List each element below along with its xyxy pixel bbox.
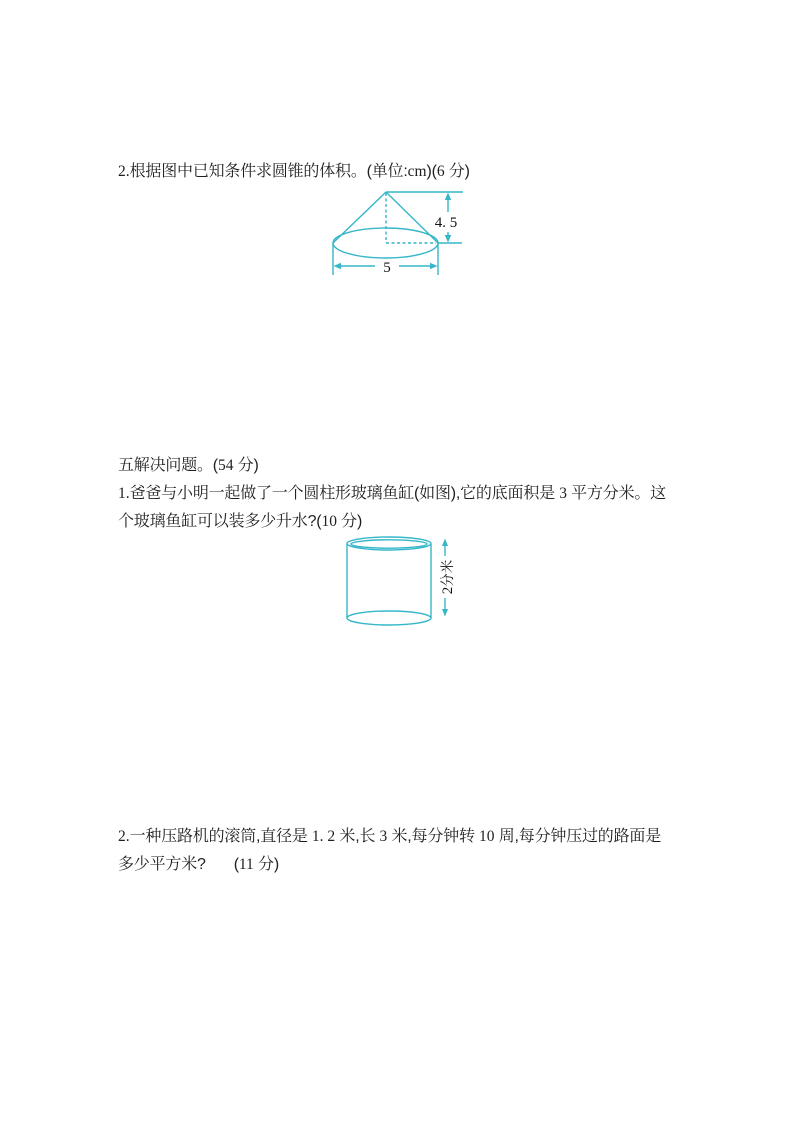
- arrow-up-icon: [445, 193, 451, 201]
- fish-tank-question-line2: [118, 511, 362, 532]
- question-text: )(: [426, 163, 437, 180]
- arrow-left-icon: [334, 263, 342, 269]
- area-value: 3: [559, 485, 567, 502]
- question-text: 平方分米。这: [566, 485, 666, 502]
- question-text: 周,每分钟压过的路面是: [494, 828, 662, 845]
- length-value: 3: [379, 828, 388, 845]
- section-five-heading: [118, 455, 259, 476]
- roller-question-line1: [118, 826, 661, 847]
- question-text: 一种压路机的滚筒,直径是: [129, 828, 312, 845]
- question-text: 分): [336, 513, 363, 530]
- question-number: 2.: [118, 828, 130, 845]
- question-number: 2.: [118, 163, 130, 180]
- cylinder-bottom-ellipse: [347, 611, 431, 625]
- arrow-down-icon: [442, 609, 448, 617]
- cone-diameter-label: 5: [383, 260, 391, 276]
- cone-height-label: 4. 5: [434, 215, 458, 231]
- section-title-end: 分): [233, 457, 259, 474]
- cylinder-height-unit: 分米: [440, 559, 455, 587]
- score-value: 11: [238, 856, 254, 873]
- question-text: 个玻璃鱼缸可以装多少升水?(: [118, 513, 322, 530]
- question-text: 分): [253, 856, 279, 873]
- question-text: 根据图中已知条件求圆锥的体积。(单位:: [129, 163, 408, 180]
- cone-diagram: [320, 186, 490, 282]
- section-title: 五解决问题。(: [118, 457, 218, 474]
- question-text: 米,长: [335, 828, 380, 845]
- turns-value: 10: [479, 828, 495, 845]
- question-text: (: [233, 856, 239, 873]
- question-text: 米,每分钟转: [387, 828, 480, 845]
- question-text: 多少平方米?: [118, 856, 206, 873]
- fish-tank-question-line1: [118, 483, 666, 504]
- diameter-value: 1. 2: [311, 828, 336, 845]
- question-text: 分): [444, 163, 470, 180]
- cylinder-height-label: [439, 559, 456, 594]
- arrow-down-icon: [445, 235, 451, 243]
- roller-question-line2: [118, 854, 279, 875]
- arrow-up-icon: [442, 539, 448, 547]
- unit-label: cm: [407, 163, 427, 180]
- question-text: 爸爸与小明一起做了一个圆柱形玻璃鱼缸(如图),它的底面积是: [129, 485, 560, 502]
- section-score: 54: [217, 457, 234, 474]
- question-number: 1.: [118, 485, 130, 502]
- cylinder-top-inner-ellipse: [351, 540, 427, 548]
- score-value: 6: [436, 163, 445, 180]
- score-value: 10: [321, 513, 337, 530]
- cone-question-line: [118, 161, 470, 182]
- cylinder-diagram: [340, 528, 462, 653]
- arrow-right-icon: [430, 263, 438, 269]
- cylinder-height-digit: 2: [440, 586, 456, 595]
